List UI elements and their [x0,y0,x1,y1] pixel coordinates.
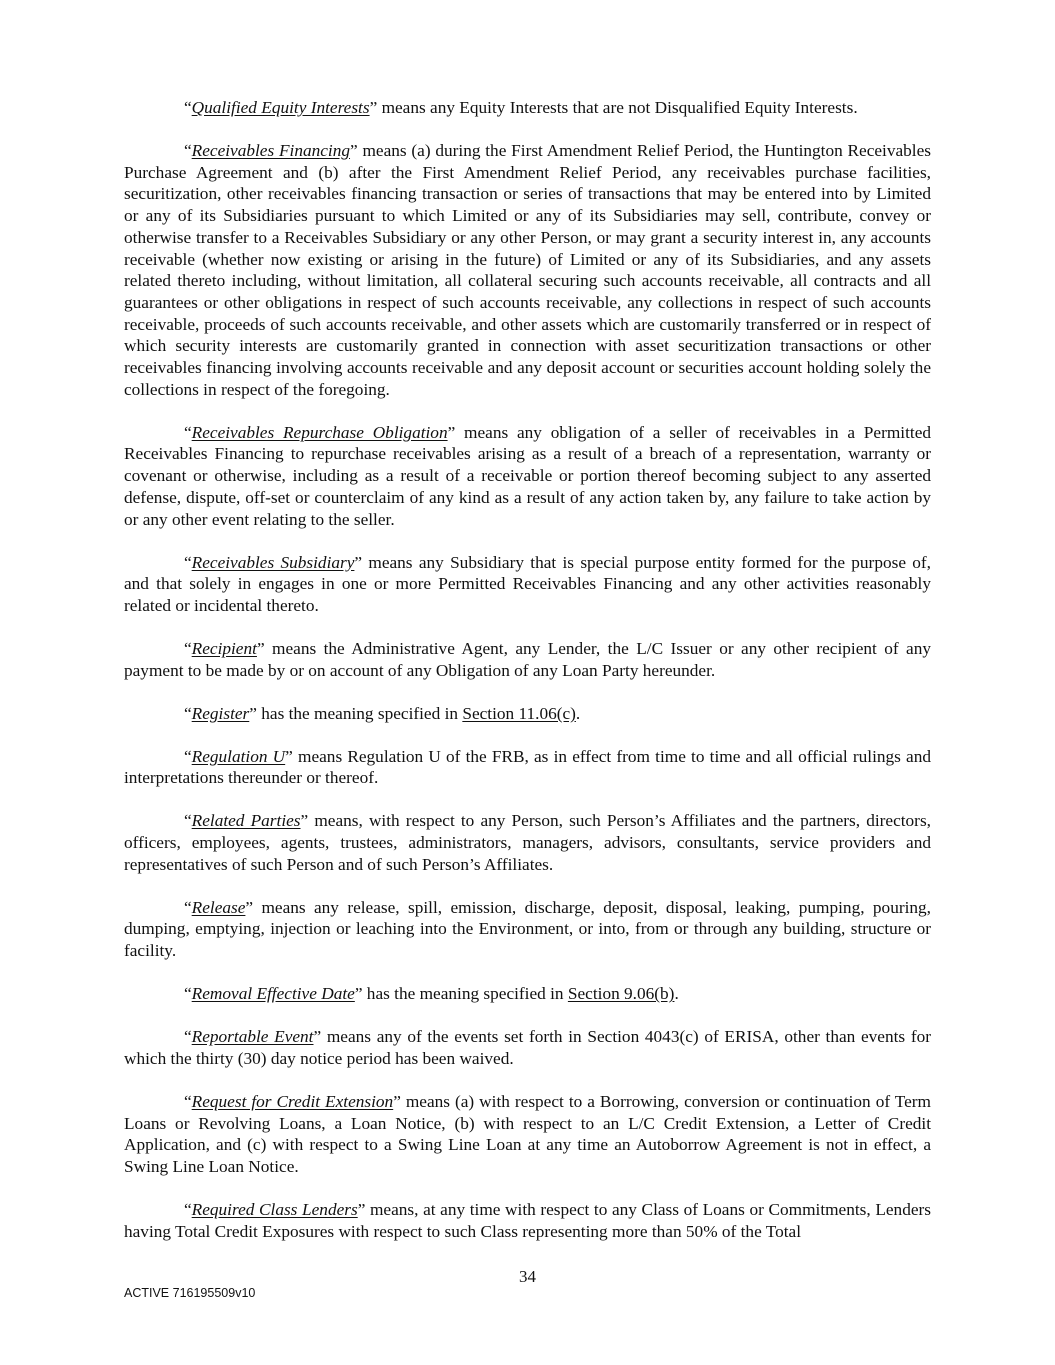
definition-text: means Regulation U of the FRB, as in effect from time to time and all official rulings and interpretations thereunder or thereof. [124,746,932,788]
defined-term: Regulation U [191,746,286,766]
defined-term: Release [191,897,246,917]
defined-term: Removal Effective Date [191,984,355,1004]
section-reference-link[interactable]: Section 9.06(b) [567,984,675,1004]
defined-term: Reportable Event [191,1027,314,1047]
document-body [124,97,931,1264]
definition-text-end: . [674,984,679,1004]
definition-paragraph: “Request for Credit Extension” means (a) with respect to a Borrowing, conversion or continuation of Term Loans or Revolving Loans, a Loan Notice, (b) with respect to an L/C Credit Extension, a Letter of Credit Application, and (c) with respect to a Swing Line Loan at any time an Autoborrow Agreement is not in effect, a Swing Line Loan Notice. [124,1091,931,1176]
definition-paragraph: “Receivables Financing” means (a) during the First Amendment Relief Period, the Huntington Receivables Purchase Agreement and (b) after the First Amendment Relief Period, any receivables purchase facilities, securitization, other receivables financing transaction or series of transactions that may be entered into by Limited or any of its Subsidiaries pursuant to which Limited or any of its Subsidiaries may sell, contribute, convey or otherwise transfer to a Receivables Subsidiary or any other Person, or may grant a security interest in, any accounts receivable (whether now existing or arising in the future) of Limited or any of its Subsidiaries, and any assets related thereto including, without limitation, all collateral securing such accounts receivable, all contracts and all guarantees or other obligations in respect of such accounts receivable, any collections in respect of such accounts receivable, proceeds of such accounts receivable, and other assets which are customarily transferred or in respect of which security interests are customarily granted in connection with asset securitization transactions or other receivables financing involving accounts receivable and any deposit account or securities account holding solely the collections in respect of the foregoing. [124,141,931,399]
definition-paragraph: “Register” has the meaning specified in Section 11.06(c). [184,703,581,723]
definition-paragraph: “Related Parties” means, with respect to any Person, such Person’s Affiliates and the partners, directors, officers, employees, agents, trustees, administrators, managers, advisors, consultants, service providers and representatives of such Person and of such Person’s Affiliates. [124,811,931,874]
defined-term: Related Parties [191,811,301,831]
definition-paragraph: “Required Class Lenders” means, at any time with respect to any Class of Loans or Commitments, Lenders having Total Credit Exposures with respect to such Class representing more than 50% of the Total [124,1199,931,1241]
definition-paragraph: “Reportable Event” means any of the events set forth in Section 4043(c) of ERISA, other than events for which the thirty (30) day notice period has been waived. [124,1027,931,1068]
definition-paragraph: “Regulation U” means Regulation U of the FRB, as in effect from time to time and all official rulings and interpretations thereunder or thereof. [124,746,932,788]
definition-paragraph: “Release” means any release, spill, emission, discharge, deposit, disposal, leaking, pumping, pouring, dumping, emptying, injection or leaching into the Environment, or into, from or through any building, structure or facility. [124,897,931,961]
page-number: 34 [519,1267,536,1286]
definition-text: means any Equity Interests that are not Disqualified Equity Interests. [377,98,858,117]
definition-paragraph: “Recipient” means the Administrative Agent, any Lender, the L/C Issuer or any other recipient of any payment to be made by or on account of any Obligation of any Loan Party hereunder. [124,638,931,680]
defined-term: Receivables Subsidiary [191,552,355,572]
defined-term: Receivables Financing [191,141,351,160]
definition-paragraph: “Receivables Repurchase Obligation” means any obligation of a seller of receivables in a Permitted Receivables Financing to repurchase receivables arising as a result of a breach of a representation, warranty or covenant or otherwise, including as a result of a receivable or portion thereof becoming subject to any asserted defense, dispute, off-set or counterclaim of any kind as a result of any action taken by, any failure to take action by or any other event relating to the seller. [124,422,932,529]
definition-text: has the meaning specified in [362,984,568,1004]
definition-text: means any Subsidiary that is special purpose entity formed for the purpose of, and that solely in engages in one or more Permitted Receivables Financing and any other activities reasonably related or incidental thereto. [124,552,932,615]
section-reference-link[interactable]: Section 11.06(c) [462,703,576,723]
definition-text: means any release, spill, emission, discharge, deposit, disposal, leaking, pumping, pouring, dumping, emptying, injection or leaching into the Environment, or into, from or through any building, structure or facility. [124,897,931,961]
definition-paragraph: “Removal Effective Date” has the meaning specified in Section 9.06(b). [184,984,679,1004]
defined-term: Receivables Repurchase Obligation [191,422,448,442]
definition-text-end: . [575,703,581,723]
definition-paragraph: “Qualified Equity Interests” means any Equity Interests that are not Disqualified Equity Interests. [184,98,858,117]
document-footer-id: ACTIVE 716195509v10 [124,1286,256,1300]
defined-term: Request for Credit Extension [191,1091,394,1111]
definition-text: means, at any time with respect to any Class of Loans or Commitments, Lenders having Total Credit Exposures with respect to such Class representing more than 50% of the Total [124,1199,931,1241]
definition-text: means the Administrative Agent, any Lender, the L/C Issuer or any other recipient of any payment to be made by or on account of any Obligation of any Loan Party hereunder. [124,638,931,680]
definition-text: has the meaning specified in [256,703,463,723]
definition-text: means any obligation of a seller of receivables in a Permitted Receivables Financing to repurchase receivables arising as a result of a breach of a representation, warranty or covenant or otherwise, including as a result of a receivable or portion thereof becoming subject to any asserted defense, dispute, off-set or counterclaim of any kind as a result of any action taken by, any failure to take action by or any other event relating to the seller. [124,422,932,529]
defined-term: Register [191,703,250,723]
definition-paragraph: “Receivables Subsidiary” means any Subsidiary that is special purpose entity formed for the purpose of, and that solely in engages in one or more Permitted Receivables Financing and any other activities reasonably related or incidental thereto. [124,552,932,615]
definition-text: means, with respect to any Person, such Person’s Affiliates and the partners, directors, officers, employees, agents, trustees, administrators, managers, advisors, consultants, service providers and representatives of such Person and of such Person’s Affiliates. [124,811,931,874]
defined-term: Qualified Equity Interests [191,98,370,117]
defined-term: Required Class Lenders [191,1199,358,1219]
definition-text: means (a) during the First Amendment Relief Period, the Huntington Receivables Purchase Agreement and (b) after the First Amendment Relief Period, any receivables purchase facilities, securitization, other receivables financing transaction or series of transactions that may be entered into by Limited or any of its Subsidiaries pursuant to which Limited or any of its Subsidiaries may sell, contribute, convey or otherwise transfer to a Receivables Subsidiary or any other Person, or may grant a security interest in, any accounts receivable (whether now existing or arising in the future) of Limited or any of its Subsidiaries, and any assets related thereto including, without limitation, all collateral securing such accounts receivable, all contracts and all guarantees or other obligations in respect of such accounts receivable, any collections in respect of such accounts receivable, proceeds of such accounts receivable, and other assets which are customarily transferred or in respect of which security interests are customarily granted in connection with asset securitization transactions or other receivables financing involving accounts receivable and any deposit account or securities account holding solely the collections in respect of the foregoing. [124,141,931,399]
defined-term: Recipient [191,638,257,658]
definition-text: means (a) with respect to a Borrowing, conversion or continuation of Term Loans or Revolving Loans, a Loan Notice, (b) with respect to an L/C Credit Extension, a Letter of Credit Application, and (c) with respect to a Swing Line Loan at any time an Autoborrow Agreement is not in effect, a Swing Line Loan Notice. [124,1091,931,1176]
definition-text: means any of the events set forth in Section 4043(c) of ERISA, other than events for which the thirty (30) day notice period has been waived. [124,1027,931,1068]
